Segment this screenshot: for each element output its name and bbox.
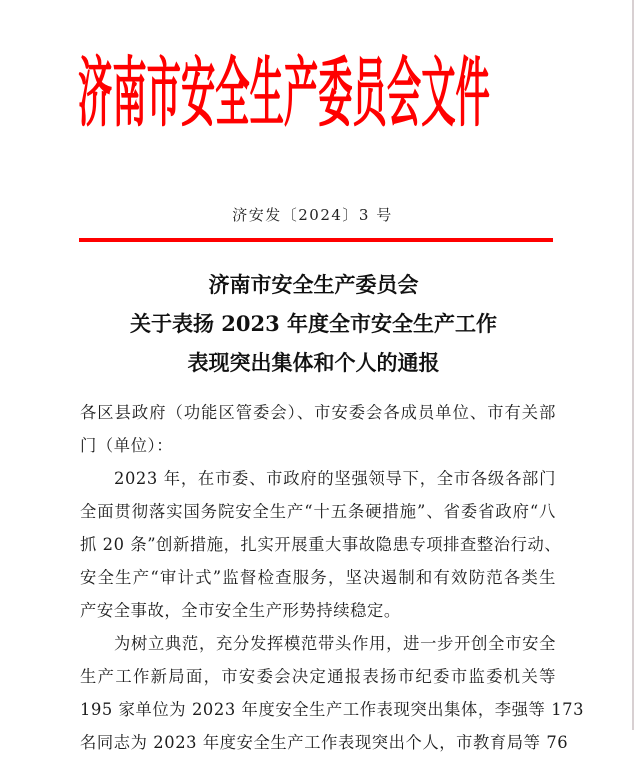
paragraph-2: [80, 627, 585, 759]
paragraph-1-line-3: 抓 20 条”创新措施，扎实开展重大事故隐患专项排查整治行动、: [80, 535, 562, 554]
paragraph-2-line-2: 生产工作新局面，市安委会决定通报表扬市纪委市监委机关等: [80, 667, 556, 686]
paragraph-1-line-1: 2023 年，在市委、市政府的坚强领导下，全市各级各部门: [114, 469, 556, 488]
paragraph-1-line-4: 安全生产“审计式”监督检查服务，坚决遏制和有效防范各类生: [80, 568, 556, 587]
paragraph-1-line-2: 全面贯彻落实国务院安全生产“十五条硬措施”、省委省政府“八: [80, 502, 556, 521]
document-number: [0, 204, 635, 225]
document-masthead: 济南市安全生产委员会文件: [78, 50, 490, 138]
paragraph-1: [80, 462, 562, 627]
paragraph-2-line-1: 为树立典范，充分发挥模范带头作用，进一步开创全市安全: [114, 634, 556, 653]
paragraph-1-line-5: 产安全事故，全市安全生产形势持续稳定。: [80, 601, 401, 620]
title-line-2: 关于表扬 2023 年度全市安全生产工作: [129, 311, 498, 336]
document-number-text: 济安发〔2024〕3 号: [232, 206, 393, 224]
document-body: [80, 396, 585, 759]
document-title: [0, 265, 635, 382]
salutation-line-1: 各区县政府（功能区管委会）、市安委会各成员单位、市有关部: [80, 403, 556, 422]
salutation: [80, 396, 556, 462]
paragraph-2-line-3: 195 家单位为 2023 年度安全生产工作表现突出集体，李强等 173: [80, 700, 585, 719]
salutation-line-2: 门（单位）：: [80, 436, 174, 455]
paragraph-2-line-4: 名同志为 2023 年度安全生产工作表现突出个人，市教育局等 76: [80, 733, 569, 752]
title-line-1: 济南市安全生产委员会: [208, 272, 419, 297]
title-line-3: 表现突出集体和个人的通报: [187, 350, 440, 375]
masthead-red-rule: [79, 238, 553, 242]
